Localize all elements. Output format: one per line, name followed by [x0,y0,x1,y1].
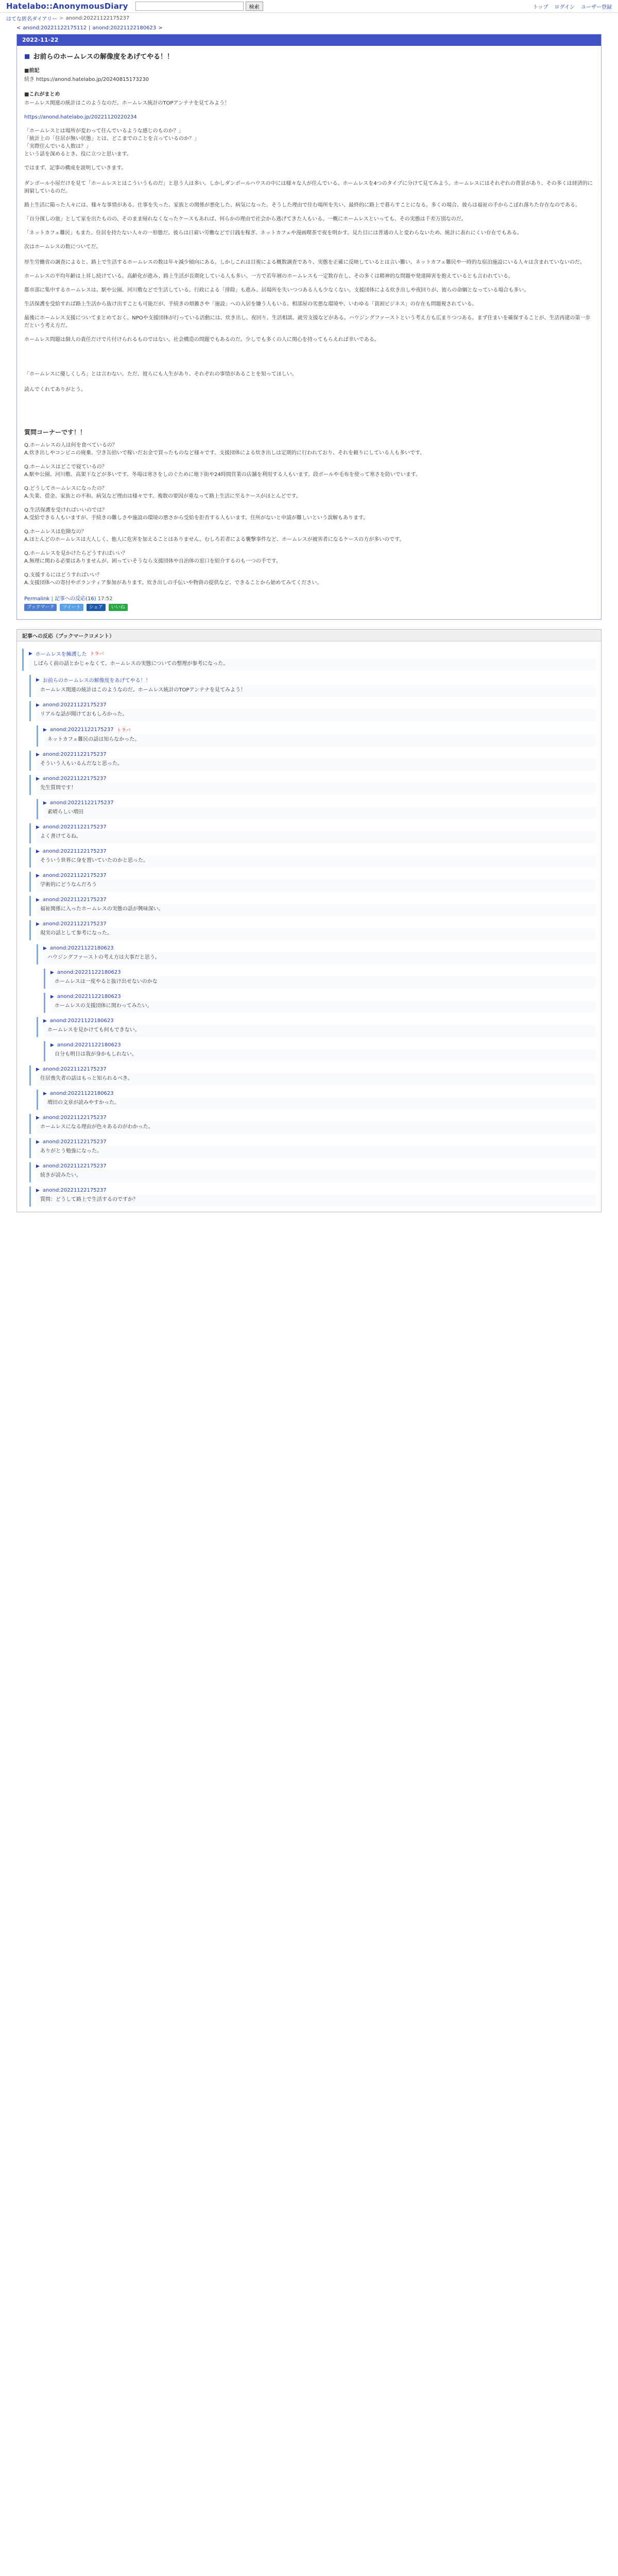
breadcrumb-separator: > [59,15,64,21]
expand-arrow-icon[interactable]: ▶ [36,1066,40,1072]
comment-text: ホームレス関連の統計はこのようなのだ。ホームレス統計のTOPアンテナを見てみよう！ [36,685,596,697]
comment-text: 質問：どうして路上で生活するのですか？ [36,1194,596,1207]
comment-item [37,799,596,819]
comment-header [43,1091,596,1096]
search-button[interactable]: 検索 [246,2,263,11]
paragraph-12: 「ホームレスに優しくしろ」とは言わない。ただ、彼らにも人生があり、それぞれの事情があることを知ってほしい。 読んでくれてありがとう。 [24,371,297,393]
comment-item [44,1041,596,1061]
paragraph-10: 最後にホームレス支援についてまとめておく。NPOや支援団体が行っている活動には、炊き出し、夜回り、生活相談、就労支援などがある。ハウジングファーストという考え方も広まりつつある。まず住まいを確保することが、生活再建の第一歩だという考え方だ。 [24,315,591,329]
comment-item [37,1090,596,1110]
comment-link[interactable]: お前らのホームレスの解像度をあげてやる！！ [42,678,151,684]
expand-arrow-icon[interactable]: ▶ [43,1091,47,1096]
paragraph-8: 都市部に集中するホームレスは、駅や公園、河川敷などで生活している。行政による「排除」も進み、居場所を失いつつある人も少なくない。支援団体による炊き出しや夜回りが、彼らの命綱となっている場合も多い。 [24,287,529,293]
expand-arrow-icon[interactable]: ▶ [36,1139,40,1145]
comment-text: 住居喪失者の話はもっと知られるべき。 [36,1073,596,1086]
comment-header [50,970,596,975]
comment-text: ネットカフェ難民の話は知らなかった。 [43,734,596,747]
expand-arrow-icon[interactable]: ▶ [36,1188,40,1193]
paragraph-9: 生活保護を受給すれば路上生活から抜け出すことも可能だが、手続きの煩雑さや「施設」への入居を嫌う人もいる。相部屋の劣悪な環境や、いわゆる「貧困ビジネス」の存在も問題視されている。 [24,301,477,307]
comment-text: 先生質問です！ [36,783,596,795]
comment-item [37,944,596,964]
comment-header [43,1018,596,1024]
comment-link[interactable]: anond:20221122175237 [42,849,107,854]
comment-link[interactable]: anond:20221122175237 [42,1188,107,1193]
comment-link[interactable]: anond:20221122180623 [49,945,114,951]
comment-link[interactable]: anond:20221122180623 [57,970,121,975]
comment-item [29,823,596,843]
comment-link[interactable]: anond:20221122175237 [42,921,107,927]
comment-text: 学術的にどうなんだろう [36,879,596,892]
pager-next-arrow: > [158,25,163,31]
comment-header [43,726,596,733]
lead-label: ■前記 [24,68,40,74]
comment-header [36,921,596,927]
comment-badge: トラバ [116,728,131,733]
qa-item-7: Q.支援するにはどうすればいい？ A.支援団体への寄付やボランティア参加があります。炊き出しの手伝いや物資の提供など、できることから始めてみてください。 [24,572,322,586]
search-area [135,2,263,11]
expand-arrow-icon[interactable]: ▶ [36,897,40,903]
expand-arrow-icon[interactable]: ▶ [36,752,40,757]
comment-text: リアルな話が聞けておもしろかった。 [36,709,596,721]
paragraph-11: ホームレス問題は個人の責任だけで片付けられるものではない。社会構造の問題でもあるのだ。少しでも多くの人に関心を持ってもらえれば幸いである。 [24,337,380,343]
comment-header [36,873,596,878]
comment-header [36,1115,596,1121]
comment-text: 続きが読みたい。 [36,1170,596,1182]
tweet-button[interactable]: ツイート [60,604,83,611]
comment-link[interactable]: anond:20221122180623 [57,994,121,999]
comment-link[interactable]: anond:20221122175237 [49,727,114,733]
comment-link[interactable]: ホームレスを擁護した [35,652,87,657]
comment-text: ホームレスの支援団体に関わってみたい。 [50,1001,596,1013]
qa-item-4: Q.生活保護を受ければいいのでは？ A.受給できる人もいますが、手続きの難しさや施設の環境の悪さから受給を拒否する人もいます。住所がないと申請が難しいという誤解もあります。 [24,507,369,521]
comments-list [17,641,601,1212]
entry-title-text[interactable]: お前らのホームレスの解像度をあげてやる！！ [33,53,174,61]
comment-text: ホームレスは一度やると抜け出せないのかな [50,976,596,989]
expand-arrow-icon[interactable]: ▶ [50,994,54,999]
expand-arrow-icon[interactable]: ▶ [50,1042,54,1048]
comment-header [36,1163,596,1169]
section-summary-label: ■これがまとめ [24,92,60,97]
comment-text: しばらく前の話とかじゃなくて、ホームレスの実態についての整理が参考になった。 [29,658,596,671]
qa-heading: 質問コーナーです！！ [24,429,87,436]
paragraph-5: 「ネットカフェ難民」もまた、住居を持たない人々の一形態だ。彼らは日雇い労働などで日銭を稼ぎ、ネットカフェや漫画喫茶で夜を明かす。見た目には普通の人と変わらないため、統計に表れにくい存在でもある。 [24,230,522,236]
entry-title [24,51,594,61]
comment-header [36,776,596,782]
pager-separator: | [89,25,91,31]
breadcrumb-home[interactable]: はてな匿名ダイアリー [6,16,58,22]
entry-footer: Permalink | 記事への反応(16) 17:52 [24,596,113,602]
expand-arrow-icon[interactable]: ▶ [43,945,47,951]
comment-text: そういう世界に身を置いていたのかと思った。 [36,855,596,868]
comment-link[interactable]: anond:20221122175237 [49,800,114,806]
comment-link[interactable]: anond:20221122175237 [42,752,107,757]
expand-arrow-icon[interactable]: ▶ [36,776,40,782]
entry-date: 2022-11-22 [17,35,601,46]
expand-arrow-icon[interactable]: ▶ [43,727,47,733]
pager-prev-link[interactable]: anond:20221122175112 [23,25,87,31]
comment-item [29,896,596,916]
qa-item-1: Q.ホームレスの人は何を食べているの？ A.炊き出しやコンビニの廃棄、空き缶拾いで稼いだお金で買ったものなど様々です。支援団体による炊き出しは定期的に行われており、それを頼りにしている人も多いです。 [24,443,425,456]
comment-header [36,752,596,757]
comment-item [44,993,596,1013]
comment-text: 現実の話として参考になった。 [36,928,596,940]
comment-text: ホームレスを見かけても何もできない。 [43,1025,596,1037]
expand-arrow-icon[interactable]: ▶ [50,970,54,975]
comment-link[interactable]: anond:20221122175237 [42,873,107,878]
comment-header [36,702,596,708]
comment-badge: トラバ [90,652,104,657]
share-button[interactable]: シェア [87,604,106,611]
expand-arrow-icon[interactable]: ▶ [36,1163,40,1169]
title-bullet-icon: ■ [24,52,30,60]
expand-arrow-icon[interactable]: ▶ [29,651,32,656]
comment-link[interactable]: anond:20221122180623 [49,1018,114,1024]
nav-login[interactable]: ログイン [554,4,575,10]
paragraph-4: 「自分探しの旅」として家を出たものの、そのまま帰れなくなったケースもあれば、何らかの理由で社会から逃げてきた人もいる。一概にホームレスといっても、その実態は千差万別なのだ。 [24,216,467,222]
comment-item [37,725,596,747]
comment-link[interactable]: anond:20221122175237 [42,824,107,830]
comment-text: ホームレスになる理由が色々あるのがわかった。 [36,1122,596,1134]
comment-item [29,920,596,940]
top-bar [0,0,618,13]
section-summary-link[interactable]: https://anond.hatelabo.jp/20221120220234 [24,114,137,120]
permalink[interactable]: Permalink [24,596,50,602]
expand-arrow-icon[interactable]: ▶ [36,873,40,878]
comment-item [29,1114,596,1134]
comment-text: 福祉関係に入ったホームレスの実態の話が興味深い。 [36,904,596,916]
comment-text: ハウジングファーストの考え方は大事だと思う。 [43,952,596,964]
comment-header [36,849,596,854]
comment-link[interactable]: anond:20221122175237 [42,1163,107,1169]
comment-link[interactable]: anond:20221122175237 [42,1066,107,1072]
site-logo[interactable]: Hatelabo::AnonymousDiary [6,2,128,11]
pager-prev-arrow: < [16,25,21,31]
expand-arrow-icon[interactable]: ▶ [36,849,40,854]
like-button[interactable]: いいね [109,604,128,611]
comment-item [44,969,596,989]
comment-text: 素晴らしい増田 [43,807,596,819]
comment-header [36,824,596,830]
comment-item [29,1162,596,1182]
comment-header [50,1042,596,1048]
comment-header [43,800,596,806]
comment-link[interactable]: anond:20221122175237 [42,1115,107,1121]
lead-text: 続き https://anond.hatelabo.jp/20240815173230 [24,77,149,82]
comment-item [22,649,596,671]
comment-text: 増田の文章が読みやすかった。 [43,1097,596,1110]
qa-item-2: Q.ホームレスはどこで寝ているの？ A.駅や公園、河川敷、高架下などが多いです。冬場は寒さをしのぐために地下街や24時間営業の店舗を利用する人もいます。段ボールや毛布を使って寒さを防いでいます。 [24,464,421,478]
comment-header [50,994,596,999]
comment-header [36,1188,596,1193]
comment-header [36,1139,596,1145]
comment-link[interactable]: anond:20221122175237 [42,776,107,782]
comment-header [36,897,596,903]
comment-text: そういう人もいるんだなと思った。 [36,758,596,771]
comment-text: ありがとう勉強になった。 [36,1146,596,1158]
expand-arrow-icon[interactable]: ▶ [36,921,40,927]
expand-arrow-icon[interactable]: ▶ [36,824,40,830]
comments-header: 記事への反応（ブックマークコメント） [17,630,601,641]
comment-link[interactable]: anond:20221122175237 [42,702,107,708]
pager-next-link[interactable]: anond:20221122180623 [92,25,157,31]
comment-link[interactable]: anond:20221122175237 [42,1139,107,1145]
breadcrumb [0,13,618,23]
expand-arrow-icon[interactable]: ▶ [36,702,40,708]
comment-header [43,945,596,951]
comment-item [29,701,596,721]
paragraph-1: 「ホームレスとは場所が変わって住んでいるような感じのものか？」 「統計上の「住居が無い状態」とは、どこまでのことを言っているのか？」 「実際住んでいる人数は？」 という話を深めるとき、役に立つと思います。 [24,128,199,157]
expand-arrow-icon[interactable]: ▶ [36,1115,40,1121]
comment-link[interactable]: anond:20221122180623 [49,1091,114,1096]
paragraph-7: ホームレスの平均年齢は上昇し続けている。高齢化が進み、路上生活が長期化している人も多い。一方で若年層のホームレスも一定数存在し、その多くは精神的な問題や発達障害を抱えているとも言われている。 [24,274,513,279]
search-input[interactable] [135,2,244,11]
comment-header [36,1066,596,1072]
entry-container [16,34,602,620]
comment-item [29,1187,596,1207]
trackback-count[interactable]: 記事への反応(16) [55,596,96,602]
comment-header [29,650,596,657]
bookmark-button[interactable]: ブックマーク [24,604,57,611]
comment-item [29,848,596,868]
qa-item-5: Q.ホームレスは危険なの？ A.ほとんどのホームレスは大人しく、他人に危害を加えることはありません。むしろ若者による襲撃事件など、ホームレスが被害者になるケースの方が多いのです。 [24,529,405,543]
comment-text: 自分も明日は我が身かもしれない。 [50,1049,596,1061]
entry-time: 17:52 [97,596,113,602]
comment-item [37,1017,596,1037]
entry-body [17,46,601,619]
comment-link[interactable]: anond:20221122180623 [57,1042,121,1048]
paragraph-6: 次はホームレスの数についてだ。 厚生労働省の調査によると、路上で生活するホームレスの数は年々減少傾向にある。しかしこれは目視による概数調査であり、実態を正確に反映しているとは言い難い。ネットカフェ難民や一時的な宿泊施設にいる人々は含まれていないのだ。 [24,244,585,265]
comment-item [29,872,596,892]
share-buttons [24,604,594,611]
comment-item [29,675,596,697]
paragraph-2: ではまず、記事の構成を説明していきます。 ダンボール小屋だけを見て「ホームレスとはこういうものだ」と思う人は多い。しかしダンボールハウスの中には様々な人が住んでいる。ホームレスを4つのタイプに分けて見てみよう。ホームレスにはそれぞれの背景があり、その多くは経済的に困窮しているのだ。 [24,165,593,194]
top-nav [533,3,612,10]
comment-item [29,1138,596,1158]
nav-register[interactable]: ユーザー登録 [581,4,612,10]
section-summary-text: ホームレス関連の統計はこのようなのだ。ホームレス統計のTOPアンテナを見てみよう！ [24,100,230,106]
comments-section [16,629,602,1212]
comment-header [36,676,596,684]
breadcrumb-current: anond:20221122175237 [65,15,130,21]
comment-text: よく書けてるね。 [36,831,596,843]
expand-arrow-icon[interactable]: ▶ [43,800,47,806]
paragraph-3: 路上生活に陥った人々には、様々な事情がある。仕事を失った、家族との関係が悪化した、病気になった。そうした理由で住む場所を失い、最終的に路上で暮らすことになる。多くの場合、彼らは福祉の手からこぼれ落ちた存在なのである。 [24,202,580,208]
qa-item-6: Q.ホームレスを見かけたらどうすればいい？ A.無理に関わる必要はありませんが、困っていそうなら支援団体や自治体の窓口を紹介するのも一つの手です。 [24,551,282,564]
comment-item [29,1065,596,1086]
expand-arrow-icon[interactable]: ▶ [36,677,40,683]
comment-item [29,775,596,795]
comment-link[interactable]: anond:20221122175237 [42,897,107,903]
comment-item [29,751,596,771]
qa-item-3: Q.どうしてホームレスになったの？ A.失業、借金、家族との不和、病気など理由は様々です。複数の要因が重なって路上生活に至るケースがほとんどです。 [24,486,301,499]
expand-arrow-icon[interactable]: ▶ [43,1018,47,1024]
nav-top[interactable]: トップ [533,4,548,10]
pager [16,25,602,31]
